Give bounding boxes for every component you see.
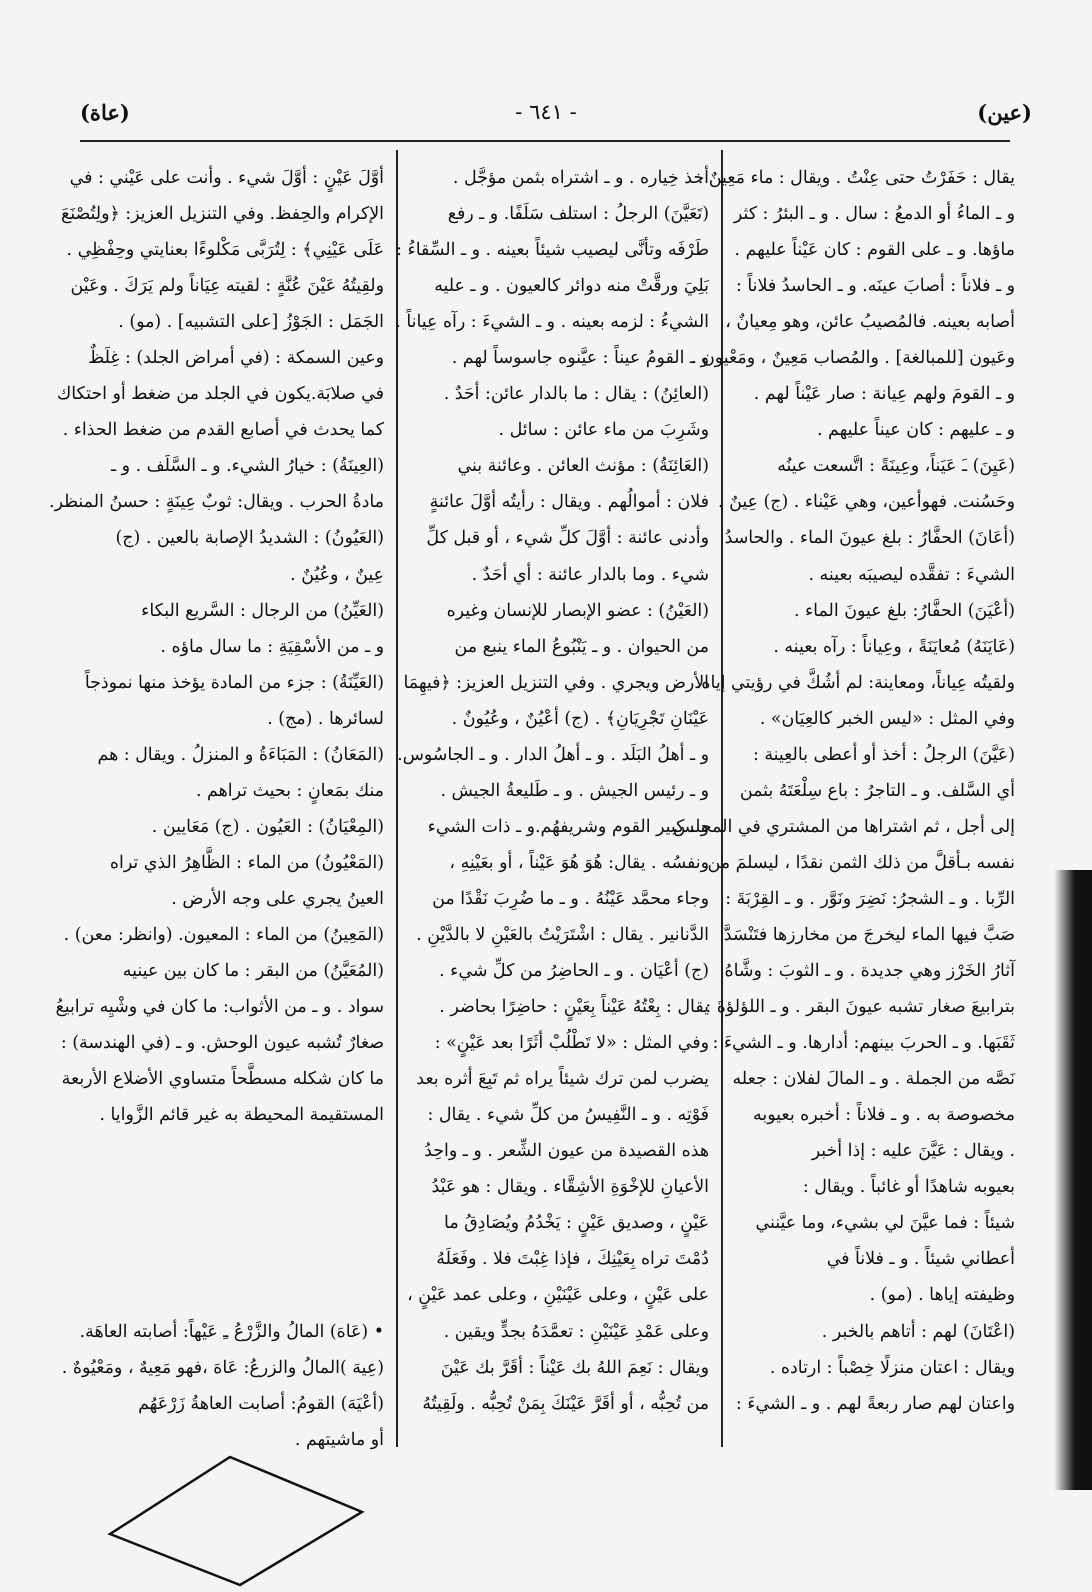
text-line: بعيوبه شاهدًا أو غائباً . ويقال : bbox=[802, 1177, 1015, 1198]
column-middle bbox=[395, 160, 709, 1422]
column-right bbox=[672, 160, 1015, 1422]
page-number: - ٦٤١ - bbox=[515, 100, 577, 124]
text-line: ونفسُه . يقال: هُوَ هُوَ عَيْناً ، أو بعَيْنِهِ ، bbox=[449, 852, 709, 873]
text-line: العينُ يجري على وجه الأرض . bbox=[171, 888, 384, 909]
text-line: هذه القصيدة من عيون الشِّعر . و ـ واحِدُ bbox=[424, 1141, 709, 1162]
text-line: (أعْيَنَ) الحفَّارُ: بلغ عيونَ الماء . bbox=[793, 600, 1015, 621]
column-divider-left bbox=[396, 150, 398, 1447]
text-line: من الحيوان . و ـ يَنْبُوعُ الماء ينبع من bbox=[454, 636, 709, 657]
text-line: (عَيِنَ) ـَ عَيَناً، وعِينَةً : اتَّسعت عينُه bbox=[777, 456, 1015, 477]
text-line: دُمْتَ تراه بِعَيْنِكَ ، فإذا غِبْتَ فلا . وفَعَلَهُ bbox=[436, 1249, 709, 1270]
text-line: وجاء محمَّد عَيْنُهُ . و ـ ما ضُرِبَ نَقْدًا من bbox=[432, 888, 709, 909]
text-line: أوَّلَ عَيْنٍ : أوَّلَ شيء . وأنت على عَيْني : في bbox=[69, 168, 384, 188]
text-line: مخصوصة به . و ـ فلاناً : أخبره بعيوبه bbox=[753, 1105, 1015, 1126]
text-line: وأدنى عائنة : أوَّلَ كلِّ شيء ، أو قبل كلِّ bbox=[426, 528, 709, 549]
text-line bbox=[82, 1277, 384, 1313]
text-line: لسائرها . (مج) . bbox=[267, 708, 384, 729]
text-line: نَصَّه من الجملة . و ـ المالَ لفلان : جعله bbox=[732, 1069, 1015, 1090]
text-line: ماؤها. و ـ على القوم : كان عَيْناً عليهم . bbox=[734, 240, 1015, 261]
text-line: آثارُ الخَرْز وهي جديدة . و ـ الثوبَ : وشَّاهُ bbox=[724, 961, 1015, 982]
text-line: و ـ القومُ عيناً : عيَّنوه جاسوساً لهم . bbox=[451, 348, 709, 369]
text-line: أو ماشيتهم . bbox=[294, 1429, 384, 1450]
text-line: (أعْيَهَ) القومُ: أصابت العاهةُ زَرْعَهُم bbox=[138, 1393, 384, 1414]
text-line: و ـ القومَ ولهم عِيانة : صار عَيْناً لهم . bbox=[753, 384, 1015, 405]
text-line: نفسه بـأقلَّ من ذلك الثمن نقدًا ، ليسلمَ من bbox=[707, 852, 1015, 873]
header-root-word: (عين) bbox=[977, 100, 1032, 125]
text-line: الجَمَل : الجَوْزُ [على التشبيه] . (مو) . bbox=[118, 312, 384, 333]
text-line: (المَعَانُ) : المَبَاءَةُ و المنزلُ . ويقال : هم bbox=[97, 744, 384, 765]
text-line: و ـ كبير القوم وشريفهُم.و ـ ذات الشيء bbox=[427, 816, 709, 837]
text-line: و ـ من الأسْقِيَةِ : ما سال ماؤه . bbox=[160, 636, 384, 657]
text-line: (عِيهَ )المالُ والزرعُ: عَاهَ ،فهو مَعِيهٌ ، ومَعْيُوهٌ . bbox=[61, 1357, 384, 1378]
text-line: كما يحدث في أصابع القدم من ضغط الحذاء . bbox=[62, 420, 384, 441]
text-line: (العَيِّنُ) من الرجال : السَّريع البكاء bbox=[141, 600, 384, 621]
page-header bbox=[0, 100, 1092, 140]
header-rule bbox=[80, 140, 1010, 142]
text-line: و ـ فلاناً : أصابَ عينَه. و ـ الحاسدُ فلاناً : bbox=[736, 276, 1015, 297]
text-line: الأعيانِ للإخْوَةِ الأشِقَّاء . ويقال : هو عَبْدُ bbox=[431, 1177, 709, 1198]
text-line: وفي المثل : «ليس الخبر كالعِيَان» . bbox=[759, 708, 1015, 729]
text-line: يقال : حَفَرْتُ حتى عِنْتُ . ويقال : ماء مَعِينٌ . bbox=[697, 168, 1015, 188]
text-line: إلى أجل ، ثم اشتراها من المشتري في المجلس bbox=[672, 816, 1015, 837]
text-line: (المَعِينُ) من الماء : المعيون. (وانظر: معن) . bbox=[63, 924, 384, 945]
text-line: (العَيِّنَةُ) : جزء من المادة يؤخذ منها نموذجاً bbox=[84, 672, 384, 693]
text-line: منك بمَعانٍ : بحيث تراهم . bbox=[195, 780, 384, 801]
text-line: المستقيمة المحيطة به غير قائم الزَّوايا . bbox=[99, 1105, 384, 1126]
text-line: مادةُ الحرب . ويقال: ثوبٌ عِينَةٍ : حسنُ المنظر. bbox=[49, 492, 384, 513]
rhombus-diagram bbox=[100, 1452, 370, 1592]
text-line: عَيْنَانِ تَجْرِيَانِ﴾ . (ج) أعْيُنٌ ، وعُيُونٌ . bbox=[451, 708, 709, 729]
text-line: صغارٌ تُشبه عيون الوحش. و ـ (في الهندسة) : bbox=[60, 1033, 384, 1054]
text-line: (عَايَنَهُ) مُعايَنَةً ، وعِياناً : رآه بعينه . bbox=[773, 636, 1015, 657]
text-line: (المُعَيَّنُ) من البقر : ما كان بين عينيه bbox=[122, 961, 384, 982]
text-line: • (عَاهَ) المالُ والزَّرْعُ ـِ عَيْهاً: أصابته العاهَة. bbox=[79, 1321, 384, 1342]
text-line: (أعَانَ) الحفَّارُ : بلغ عيونَ الماء . والحاسدُ bbox=[724, 528, 1015, 549]
column-left bbox=[49, 160, 384, 1458]
text-line: (عَيَّنَ) الرجلُ : أخذ أو أعطى بالعِينة : bbox=[752, 744, 1015, 765]
text-line: الشيءَ : تفقَّده ليصيبَه بعينه . bbox=[808, 564, 1015, 585]
text-line: (المِعْيَانُ) : العَيُون . (ج) مَعَايين . bbox=[151, 816, 384, 837]
text-line: من تُحِبُّه ، أو أقَرَّ عَيْنَكَ بِمَنْ تُحِبُّه . ولَقِيتُهُ bbox=[422, 1393, 709, 1414]
text-line: (العائِنُ) : يقال : ما بالدار عائن: أحَدٌ . bbox=[443, 384, 709, 405]
text-line: الرِّبا . و ـ الشجرُ: نَضِرَ ونَوَّر . و ـ القِرْبَةَ : bbox=[725, 888, 1015, 909]
text-line: (العَيْنُ) : عضو الإبصار للإنسان وغيره bbox=[446, 600, 709, 621]
text-line: على عَيْنٍ ، وعلى عَيْنَيْنِ ، وعلى عمد عَيْنٍ ، bbox=[407, 1285, 709, 1306]
text-line: أخذ خِياره . و ـ اشتراه بثمن مؤجَّل . bbox=[452, 168, 709, 188]
text-line: (المَعْيُونُ) من الماء : الظَّاهِرُ الذي تراه bbox=[109, 852, 384, 873]
text-line: يضرب لمن ترك شيئاً يراه ثم تَبِعَ أثره بعد bbox=[416, 1069, 709, 1090]
text-line: بَلِيَ ورقَّتْ منه دوائر كالعيون . و ـ عليه bbox=[434, 276, 709, 297]
text-line: الأرض ويجري . وفي التنزيل العزيز: ﴿فيهِمَا bbox=[403, 672, 709, 693]
text-line: وشَرِبَ من ماء عائن : سائل . bbox=[498, 420, 709, 441]
text-line: وعَيون [للمبالغة] . والمُصاب مَعِينٌ ، ومَعْيون . bbox=[690, 348, 1015, 369]
text-line: (العَيُونُ) : الشديدُ الإصابة بالعين . (ج) bbox=[115, 528, 384, 549]
text-line: ما كان شكله مسطَّحاً متساوي الأضلاع الأربعة bbox=[61, 1069, 384, 1090]
text-line: وعين السمكة : (في أمراض الجلد) : غِلَظٌ bbox=[88, 348, 384, 369]
text-line: ثَقَبَها. و ـ الحربَ بينهم: أدارها. و ـ الشيءَ : bbox=[712, 1033, 1015, 1054]
text-line: الشيءُ : لزمه بعينه . و ـ الشيءَ : رآه عِياناً . bbox=[395, 312, 709, 333]
text-line: وظيفته إياها . (مو) . bbox=[869, 1285, 1015, 1306]
text-line: و ـ عليهم : كان عيناً عليهم . bbox=[816, 420, 1015, 441]
text-line: طَرْفَه وتأنَّى ليصيب شيئاً بعينه . و ـ السِّقاءُ : bbox=[396, 240, 709, 261]
text-line bbox=[82, 1133, 384, 1169]
text-line: واعتان لهم صار ربعةً لهم . و ـ الشيءَ : bbox=[735, 1393, 1015, 1414]
page-edge-shadow bbox=[1054, 870, 1092, 1490]
text-line: شيئاً : فما عيَّنَ لي بشيء، وما عيَّنني bbox=[755, 1213, 1015, 1234]
text-line: عِينٌ ، وعُيُنٌ . bbox=[290, 564, 384, 585]
text-line: (ج) أعْيَان . و ـ الحاضِرُ من كلِّ شيء . bbox=[439, 961, 709, 982]
text-line: . ويقال : عَيَّنَ عليه : إذا أخبر bbox=[811, 1141, 1015, 1162]
header-last-word: (عاة) bbox=[80, 100, 130, 125]
text-line: عَيْنٍ ، وصديق عَيْنٍ : يَخْدُمُ ويُصَادِقُ ما bbox=[444, 1213, 709, 1234]
text-line: ويقال : اعتان منزلًا خِصْباً : ارتاده . bbox=[769, 1357, 1015, 1378]
text-line: و ـ رئيس الجيش . و ـ طَليعةُ الجيش . bbox=[440, 780, 709, 801]
text-line: (اعْتَانَ) لهم : أتاهم بالخبر . bbox=[821, 1321, 1015, 1342]
text-line: (العَائِنَةُ) : مؤنث العائن . وعائنة بني bbox=[457, 456, 709, 477]
text-line: (تَعَيَّنَ) الرجلُ : استلف سَلَفًا. و ـ رفع bbox=[447, 204, 709, 225]
text-line: فلان : أموالُهم . ويقال : رأيتُه أوَّلَ عائنةٍ bbox=[429, 492, 709, 513]
text-line: شيء . وما بالدار عائنة : أي أحَدٌ . bbox=[471, 564, 709, 585]
text-line bbox=[82, 1169, 384, 1205]
text-line: (العِينَةُ) : خيارُ الشيء. و ـ السَّلَف . و ـ bbox=[111, 456, 384, 477]
text-line bbox=[82, 1205, 384, 1241]
text-line: يقال : بِعْتُهُ عَيْناً بِعَيْنٍ : حاضِرًا بحاضر . bbox=[439, 997, 709, 1018]
text-line: الإكرام والحِفظ. وفي التنزيل العزيز: ﴿ولِتُصْنَعَ bbox=[60, 204, 384, 225]
text-line: ولقِيتُهُ عَيْنَ عُنَّةٍ : لقيته عِيَاناً ولم يَرَكَ . وعَيْن bbox=[70, 276, 384, 297]
text-line: بترابيعَ صغار تشبه عيونَ البقر . و ـ اللؤلؤةَ : bbox=[705, 997, 1015, 1018]
rhombus-shape bbox=[110, 1457, 362, 1585]
text-line: ويقال : نَعِمَ اللهُ بك عَيْناً : أقَرَّ بك عَيْنَ bbox=[440, 1357, 709, 1378]
text-line: وعلى عَمْدِ عَيْنَيْنِ : تعمَّدَهُ بجدٍّ ويقين . bbox=[443, 1321, 709, 1342]
text-line: و ـ الماءُ أو الدمعُ : سال . و ـ البئرُ : كثر bbox=[733, 204, 1015, 225]
text-line: عَلَى عَيْنِي﴾ : لِتُرَبَّى مَكْلوءًا بعنايتي وحِفْظِي . bbox=[66, 240, 384, 261]
text-line: صَبَّ فيها الماء ليخرجَ من مخارزها فتَنْسَدَّ bbox=[723, 924, 1015, 945]
text-line: و ـ أهلُ البَلَد . و ـ أهلُ الدار . و ـ الجاسُوس. bbox=[397, 744, 709, 765]
text-line: الدَّنانير . يقال : اشْتَرَيْتُ بالعَيْنِ لا بالدَّيْنِ . bbox=[416, 924, 709, 945]
text-line: ولقيتُه عِياناً، ومعاينة: لم أشُكَّ في رؤيتي إياه. bbox=[695, 672, 1015, 693]
text-line: أي السَّلف. و ـ التاجرُ : باع سِلْعَتَهُ بثمن bbox=[739, 780, 1015, 801]
text-line: أصابه بعينه. فالمُصيبُ عائن، وهو مِعيانٌ ، bbox=[725, 312, 1015, 333]
text-line: وحَسُنت. فهوأعين، وهي عَيْناء . (ج) عِينٌ . bbox=[718, 492, 1015, 513]
text-line: فَوْتِه . و ـ النَّفِيسُ من كلِّ شيء . يقال : bbox=[427, 1105, 709, 1126]
text-line bbox=[82, 1241, 384, 1277]
text-line: في صلابَة.يكون في الجلد من ضغط أو احتكاك bbox=[56, 384, 384, 405]
text-line: سواد . و ـ من الأثواب: ما كان في وشْيِه ترابيعُ bbox=[55, 997, 384, 1018]
text-line: وفي المثل : «لا تَطْلُبْ أثَرًا بعد عَيْنٍ» : bbox=[434, 1033, 709, 1054]
text-line: أعطاني شيئاً . و ـ فلاناً في bbox=[826, 1249, 1015, 1270]
